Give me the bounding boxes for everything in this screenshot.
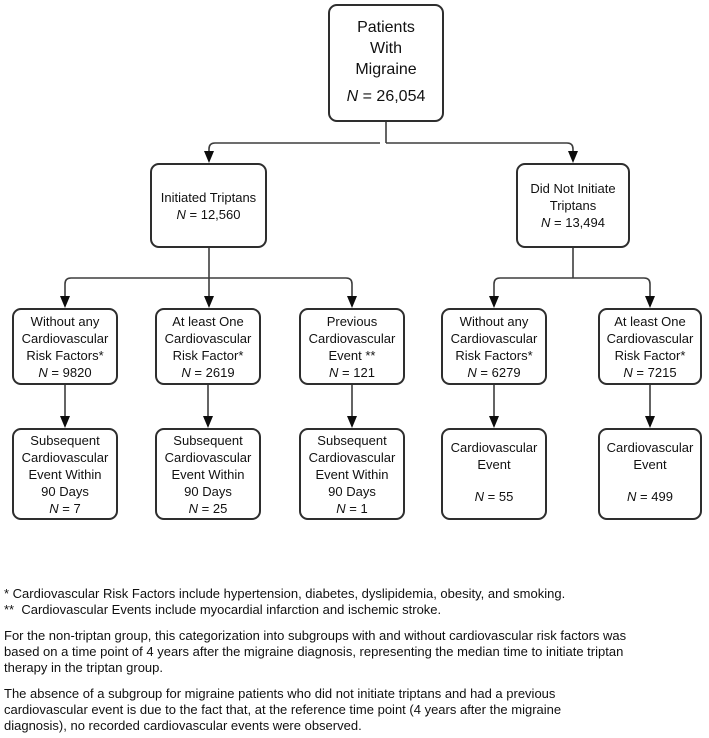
node-text: Risk Factors*: [26, 347, 104, 363]
node-text: 90 Days: [41, 483, 89, 499]
node-outcome-one-risk-90days: [155, 428, 261, 520]
footnote-spacer: [4, 676, 706, 686]
node-text: Cardiovascular: [164, 449, 252, 465]
node-count: N = 7215: [623, 364, 677, 380]
connector-level1-branch: [209, 143, 573, 153]
node-count: N = 13,494: [541, 215, 605, 230]
node-count: N = 1: [336, 500, 368, 516]
node-text: Cardiovascular: [308, 449, 396, 465]
node-text: 90 Days: [184, 483, 232, 499]
node-outcome-nontriptan-no-risk: [441, 428, 547, 520]
arrowhead-down: [645, 296, 655, 308]
node-text: Subsequent: [30, 432, 100, 448]
node-text: Without any: [459, 313, 529, 329]
node-text: 90 Days: [328, 483, 376, 499]
node-initiated-triptans: [150, 163, 267, 248]
node-text: Event **: [328, 347, 376, 363]
node-patients-with-migraine: [328, 4, 444, 122]
footnote-paragraph-line: based on a time point of 4 years after the migraine diagnosis, representing the median time to initiate triptan: [4, 644, 624, 659]
node-nontriptan-one-risk-factor: [598, 308, 702, 385]
node-text: Previous: [326, 313, 378, 329]
footnote-spacer: [4, 618, 706, 628]
node-text: Cardiovascular Event: [450, 440, 538, 472]
node-text: Cardiovascular: [606, 330, 694, 346]
node-count: N = 7: [49, 500, 81, 516]
node-text: At least One: [614, 313, 686, 329]
arrowhead-down: [60, 416, 70, 428]
connector-level2-right-branch: [494, 278, 650, 298]
node-count: N = 121: [329, 364, 375, 380]
node-text: Cardiovascular: [164, 330, 252, 346]
arrowhead-down: [60, 296, 70, 308]
arrowhead-down: [203, 416, 213, 428]
figure-footnotes: [4, 586, 706, 734]
node-outcome-nontriptan-one-risk: [598, 428, 702, 520]
node-text: Event Within: [28, 466, 102, 482]
node-count: N = 26,054: [346, 88, 426, 105]
node-did-not-initiate-triptans: [516, 163, 630, 248]
node-text: Without any: [30, 313, 100, 329]
node-text: Triptans: [549, 198, 597, 213]
node-text: Event Within: [171, 466, 245, 482]
arrowhead-down: [204, 151, 214, 163]
node-triptan-without-risk-factors: [12, 308, 118, 385]
node-outcome-prev-event-90days: [299, 428, 405, 520]
node-text: Cardiovascular Event: [606, 440, 694, 472]
connector-level2-left-branch: [65, 278, 352, 298]
node-text: Cardiovascular: [21, 449, 109, 465]
node-text: Did Not Initiate: [530, 181, 616, 196]
node-text: Cardiovascular: [21, 330, 109, 346]
node-text: Subsequent: [173, 432, 243, 448]
node-text: Cardiovascular: [450, 330, 538, 346]
arrowhead-down: [489, 296, 499, 308]
node-text: Initiated Triptans: [160, 189, 257, 205]
node-triptan-previous-cv-event: [299, 308, 405, 385]
node-text: Risk Factors*: [455, 347, 533, 363]
node-text: Event Within: [315, 466, 389, 482]
footnote-paragraph-line: therapy in the triptan group.: [4, 660, 163, 675]
node-text: Patients With Migraine: [355, 19, 417, 78]
footnote-cv-events: ** Cardiovascular Events include myocardial infarction and ischemic stroke.: [4, 602, 442, 617]
node-text: Risk Factor*: [614, 347, 686, 363]
node-count: N = 499: [627, 489, 673, 504]
node-text: Cardiovascular: [308, 330, 396, 346]
node-count: N = 6279: [467, 364, 521, 380]
node-text: Subsequent: [317, 432, 387, 448]
node-text: Risk Factor*: [172, 347, 244, 363]
node-count: N = 25: [188, 500, 228, 516]
footnote-paragraph-line: cardiovascular event is due to the fact that, at the reference time point (4 years after the migraine: [4, 702, 562, 717]
node-count: N = 12,560: [176, 206, 241, 222]
arrowhead-down: [347, 416, 357, 428]
footnote-paragraph-line: diagnosis), no recorded cardiovascular events were observed.: [4, 718, 362, 733]
arrowhead-down: [645, 416, 655, 428]
node-nontriptan-without-risk-factors: [441, 308, 547, 385]
node-count: N = 9820: [38, 364, 92, 380]
node-text: At least One: [172, 313, 244, 329]
footnote-paragraph-line: For the non-triptan group, this categorization into subgroups with and without cardiovascular risk factors was: [4, 628, 627, 643]
arrowhead-down: [489, 416, 499, 428]
arrowhead-down: [204, 296, 214, 308]
node-outcome-no-risk-90days: [12, 428, 118, 520]
arrowhead-down: [347, 296, 357, 308]
node-count: N = 2619: [181, 364, 235, 380]
footnote-risk-factors: * Cardiovascular Risk Factors include hypertension, diabetes, dyslipidemia, obesity, and smoking.: [4, 586, 566, 601]
footnote-paragraph-line: The absence of a subgroup for migraine patients who did not initiate triptans and had a previous: [4, 686, 556, 701]
arrowhead-down: [568, 151, 578, 163]
node-triptan-one-risk-factor: [155, 308, 261, 385]
node-count: N = 55: [474, 489, 514, 504]
